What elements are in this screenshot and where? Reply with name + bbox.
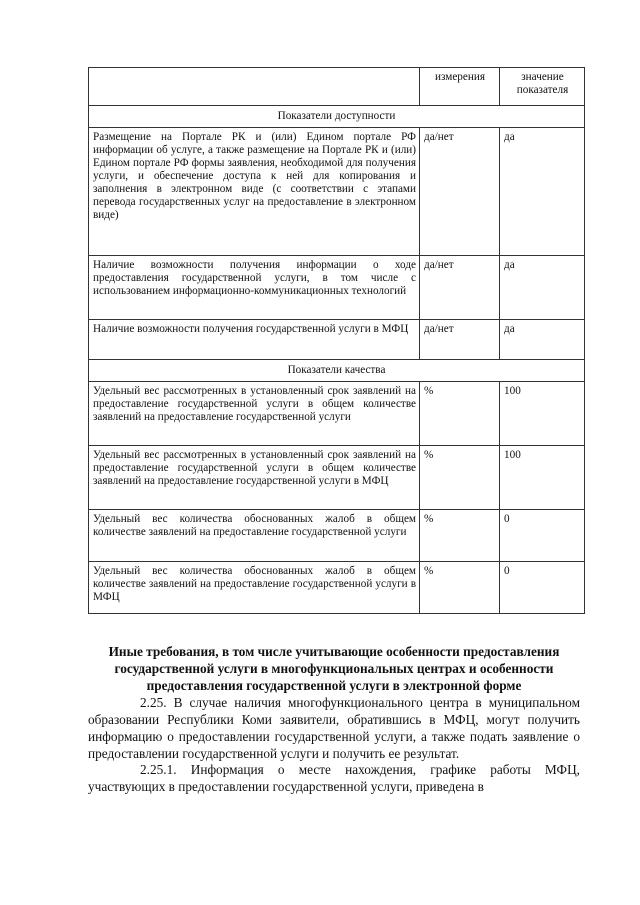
indicator-cell: Удельный вес количества обоснованных жалоб в общем количестве заявлений на предоставление государственной услуги в МФЦ bbox=[89, 562, 420, 614]
unit-cell: % bbox=[420, 562, 500, 614]
section-row bbox=[89, 360, 585, 382]
table-row bbox=[89, 446, 585, 510]
indicator-cell: Наличие возможности получения государственной услуги в МФЦ bbox=[89, 320, 420, 360]
table-row bbox=[89, 510, 585, 562]
value-cell: 100 bbox=[500, 446, 585, 510]
value-cell: 0 bbox=[500, 562, 585, 614]
indicator-cell: Удельный вес рассмотренных в установленный срок заявлений на предоставление государственной услуги в общем количестве заявлений на предоставление государственной услуги bbox=[89, 382, 420, 446]
paragraph-2-25-1: 2.25.1. Информация о месте нахождения, графике работы МФЦ, участвующих в предоставлении государственной услуги, приведена в bbox=[88, 762, 580, 794]
table-row bbox=[89, 128, 585, 256]
indicator-cell: Наличие возможности получения информации о ходе предоставления государственной услуги, в том числе с использованием информационно-коммуникационных технологий bbox=[89, 256, 420, 320]
value-cell: да bbox=[500, 256, 585, 320]
paragraph-2-25: 2.25. В случае наличия многофункционального центра в муниципальном образовании Республики Коми заявители, обратившись в МФЦ, могут получить информацию о предоставлении государственной услуги, а также подать заявление о предоставлении государственной услуги и получить ее результат. bbox=[88, 695, 580, 761]
table-row bbox=[89, 256, 585, 320]
value-cell: 100 bbox=[500, 382, 585, 446]
unit-cell: да/нет bbox=[420, 256, 500, 320]
table-header-row bbox=[89, 68, 585, 106]
value-cell: да bbox=[500, 128, 585, 256]
indicator-cell: Размещение на Портале РК и (или) Едином портале РФ информации об услуге, а также размещение на Портале РК и (или) Едином портале РФ формы заявления, необходимой для получения услуги, и обеспечение доступа к ней для копирования и заполнения в электронном виде (с соответствии с этапами перевода государственных услуг на предоставление в электронном виде) bbox=[89, 128, 420, 256]
value-cell: 0 bbox=[500, 510, 585, 562]
value-cell: да bbox=[500, 320, 585, 360]
unit-cell: да/нет bbox=[420, 320, 500, 360]
unit-cell: % bbox=[420, 446, 500, 510]
indicator-cell: Удельный вес рассмотренных в установленный срок заявлений на предоставление государственной услуги в общем количестве заявлений на предоставление государственной услуги в МФЦ bbox=[89, 446, 420, 510]
table-row bbox=[89, 382, 585, 446]
unit-cell: да/нет bbox=[420, 128, 500, 256]
indicator-cell: Удельный вес количества обоснованных жалоб в общем количестве заявлений на предоставление государственной услуги bbox=[89, 510, 420, 562]
section-title-quality: Показатели качества bbox=[89, 360, 585, 382]
header-cell-value: значение показателя bbox=[500, 68, 585, 106]
indicators-table bbox=[88, 67, 585, 614]
section-heading: Иные требования, в том числе учитывающие особенности предоставления государственной услуги в многофункциональных центрах и особенности предоставления государственной услуги в электронной форме bbox=[108, 644, 560, 693]
header-cell-indicator bbox=[89, 68, 420, 106]
table-row bbox=[89, 562, 585, 614]
unit-cell: % bbox=[420, 510, 500, 562]
section-title-availability: Показатели доступности bbox=[89, 106, 585, 128]
table-row bbox=[89, 320, 585, 360]
header-cell-unit: измерения bbox=[420, 68, 500, 106]
unit-cell: % bbox=[420, 382, 500, 446]
section-row bbox=[89, 106, 585, 128]
